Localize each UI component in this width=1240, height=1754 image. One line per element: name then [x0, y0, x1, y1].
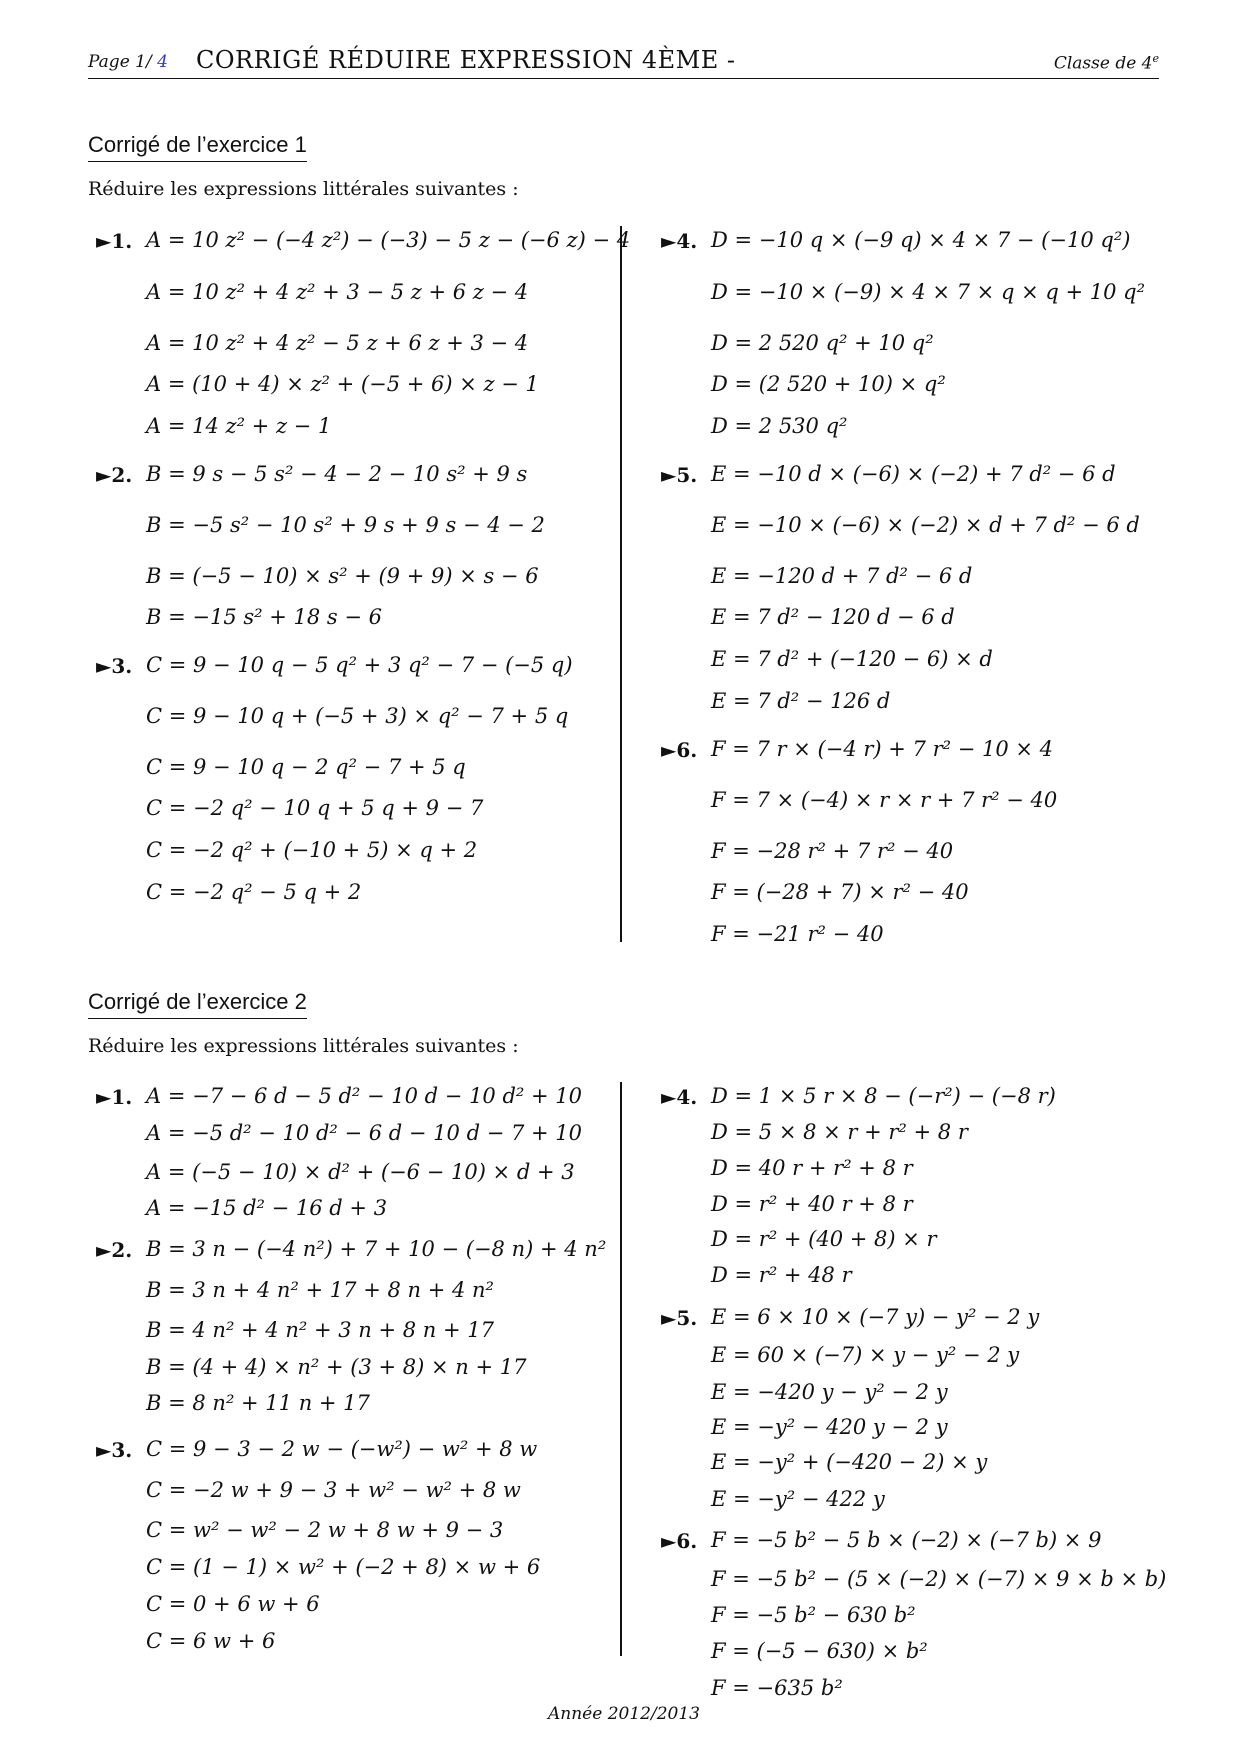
expression-line: B = −5 s² − 10 s² + 9 s + 9 s − 4 − 2 [146, 513, 545, 537]
expression-line: D = r² + 48 r [711, 1263, 852, 1287]
item-marker: ►4. [661, 229, 698, 253]
expression-line: D = 2 520 q² + 10 q² [711, 331, 934, 355]
expression-line: D = r² + (40 + 8) × r [711, 1227, 937, 1251]
expression-line: B = 3 n − (−4 n²) + 7 + 10 − (−8 n) + 4 n² [146, 1237, 607, 1261]
expression-line: A = −5 d² − 10 d² − 6 d − 10 d − 7 + 10 [146, 1121, 582, 1145]
expression-line: C = −2 q² − 5 q + 2 [146, 880, 362, 904]
expression-line: D = 1 × 5 r × 8 − (−r²) − (−8 r) [711, 1084, 1056, 1108]
expression-line: E = −120 d + 7 d² − 6 d [711, 564, 973, 588]
item-marker: ►2. [96, 463, 133, 487]
expression-line: E = −y² + (−420 − 2) × y [711, 1450, 988, 1474]
item-marker: ►1. [96, 229, 133, 253]
expression-line: E = −y² − 422 y [711, 1487, 885, 1511]
expression-line: C = 9 − 10 q − 2 q² − 7 + 5 q [146, 755, 466, 779]
expression-line: C = −2 q² + (−10 + 5) × q + 2 [146, 838, 478, 862]
expression-line: F = (−28 + 7) × r² − 40 [711, 880, 969, 904]
expression-line: F = −5 b² − 5 b × (−2) × (−7 b) × 9 [711, 1528, 1102, 1552]
expression-line: C = 9 − 3 − 2 w − (−w²) − w² + 8 w [146, 1437, 538, 1461]
item-marker: ►6. [661, 738, 698, 762]
expression-line: E = −10 d × (−6) × (−2) + 7 d² − 6 d [711, 462, 1116, 486]
expression-line: A = 10 z² + 4 z² + 3 − 5 z + 6 z − 4 [146, 280, 529, 304]
expression-line: C = (1 − 1) × w² + (−2 + 8) × w + 6 [146, 1555, 541, 1579]
expression-line: E = 6 × 10 × (−7 y) − y² − 2 y [711, 1305, 1040, 1329]
expression-line: A = 14 z² + z − 1 [146, 414, 332, 438]
item-marker: ►1. [96, 1085, 133, 1109]
expression-line: D = 40 r + r² + 8 r [711, 1156, 913, 1180]
expression-line: C = w² − w² − 2 w + 8 w + 9 − 3 [146, 1518, 504, 1542]
column-divider [620, 1082, 622, 1656]
item-marker: ►3. [96, 1438, 133, 1462]
expression-line: F = 7 × (−4) × r × r + 7 r² − 40 [711, 788, 1058, 812]
expression-line: A = −15 d² − 16 d + 3 [146, 1196, 388, 1220]
expression-line: D = r² + 40 r + 8 r [711, 1192, 913, 1216]
expression-line: A = (−5 − 10) × d² + (−6 − 10) × d + 3 [146, 1160, 575, 1184]
exercise-1-title: Corrigé de l’exercice 1 [88, 132, 307, 162]
expression-line: E = −y² − 420 y − 2 y [711, 1415, 948, 1439]
expression-line: E = 7 d² − 126 d [711, 689, 891, 713]
expression-line: F = (−5 − 630) × b² [711, 1639, 928, 1663]
expression-line: C = 9 − 10 q − 5 q² + 3 q² − 7 − (−5 q) [146, 653, 573, 677]
page-title: CORRIGÉ RÉDUIRE EXPRESSION 4ÈME - [196, 46, 736, 74]
page-number: Page 1/ 4 [88, 52, 168, 72]
expression-line: E = −10 × (−6) × (−2) × d + 7 d² − 6 d [711, 513, 1140, 537]
exercise-1-instruction: Réduire les expressions littérales suivantes : [88, 178, 519, 200]
expression-line: C = 9 − 10 q + (−5 + 3) × q² − 7 + 5 q [146, 704, 569, 728]
item-marker: ►5. [661, 463, 698, 487]
expression-line: F = 7 r × (−4 r) + 7 r² − 10 × 4 [711, 737, 1054, 761]
expression-line: C = 0 + 6 w + 6 [146, 1592, 320, 1616]
expression-line: F = −21 r² − 40 [711, 922, 884, 946]
expression-line: A = (10 + 4) × z² + (−5 + 6) × z − 1 [146, 372, 539, 396]
expression-line: F = −635 b² [711, 1676, 843, 1700]
exercise-2-title: Corrigé de l’exercice 2 [88, 989, 307, 1019]
item-marker: ►2. [96, 1238, 133, 1262]
expression-line: C = −2 q² − 10 q + 5 q + 9 − 7 [146, 796, 484, 820]
expression-line: A = −7 − 6 d − 5 d² − 10 d − 10 d² + 10 [146, 1084, 582, 1108]
item-marker: ►6. [661, 1529, 698, 1553]
expression-line: D = 2 530 q² [711, 414, 848, 438]
expression-line: E = 7 d² + (−120 − 6) × d [711, 647, 993, 671]
expression-line: C = −2 w + 9 − 3 + w² − w² + 8 w [146, 1478, 521, 1502]
expression-line: B = −15 s² + 18 s − 6 [146, 605, 382, 629]
expression-line: F = −28 r² + 7 r² − 40 [711, 839, 954, 863]
expression-line: F = −5 b² − 630 b² [711, 1603, 916, 1627]
expression-line: B = 4 n² + 4 n² + 3 n + 8 n + 17 [146, 1318, 494, 1342]
expression-line: A = 10 z² + 4 z² − 5 z + 6 z + 3 − 4 [146, 331, 529, 355]
class-label: Classe de 4e [1053, 52, 1159, 74]
expression-line: D = 5 × 8 × r + r² + 8 r [711, 1120, 968, 1144]
exercise-2-instruction: Réduire les expressions littérales suivantes : [88, 1035, 519, 1057]
column-divider [620, 226, 622, 942]
expression-line: E = 60 × (−7) × y − y² − 2 y [711, 1343, 1020, 1367]
expression-line: B = (−5 − 10) × s² + (9 + 9) × s − 6 [146, 564, 539, 588]
item-marker: ►3. [96, 654, 133, 678]
item-marker: ►5. [661, 1306, 698, 1330]
expression-line: E = 7 d² − 120 d − 6 d [711, 605, 955, 629]
footer-year: Année 2012/2013 [548, 1704, 700, 1724]
expression-line: D = (2 520 + 10) × q² [711, 372, 946, 396]
expression-line: B = 8 n² + 11 n + 17 [146, 1391, 370, 1415]
expression-line: D = −10 q × (−9 q) × 4 × 7 − (−10 q²) [711, 228, 1131, 252]
item-marker: ►4. [661, 1085, 698, 1109]
expression-line: B = (4 + 4) × n² + (3 + 8) × n + 17 [146, 1355, 527, 1379]
expression-line: B = 9 s − 5 s² − 4 − 2 − 10 s² + 9 s [146, 462, 528, 486]
expression-line: B = 3 n + 4 n² + 17 + 8 n + 4 n² [146, 1278, 494, 1302]
page-header [88, 44, 1159, 79]
expression-line: D = −10 × (−9) × 4 × 7 × q × q + 10 q² [711, 280, 1145, 304]
expression-line: A = 10 z² − (−4 z²) − (−3) − 5 z − (−6 z) − 4 [146, 228, 631, 252]
expression-line: E = −420 y − y² − 2 y [711, 1380, 948, 1404]
expression-line: C = 6 w + 6 [146, 1629, 276, 1653]
expression-line: F = −5 b² − (5 × (−2) × (−7) × 9 × b × b) [711, 1567, 1167, 1591]
